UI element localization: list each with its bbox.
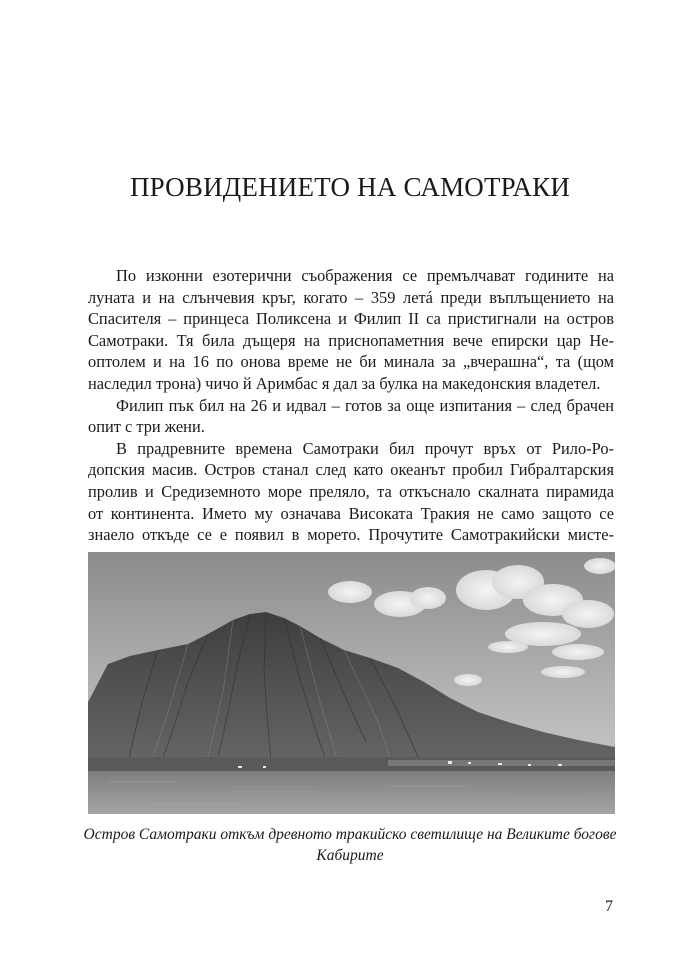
paragraph-1 [88, 265, 614, 287]
chapter-title: ПРОВИДЕНИЕТО НА САМОТРАКИ [129, 172, 571, 202]
text-line: В прадревните времена Самотраки бил прочут връх от Рило-Ро- [116, 438, 614, 458]
paragraph-3 [88, 438, 614, 460]
text-line: наследил трона) чичо й Аримбас я дал за булка на македонския владетел. [88, 373, 601, 393]
text-line: допския масив. Остров станал след като океанът пробил Гибралтарския [88, 460, 614, 480]
caption-line-1: Остров Самотраки откъм древното тракийско светилище на Великите богове [83, 826, 617, 843]
mountain-island-photo [88, 552, 615, 814]
paragraph-2 [88, 395, 614, 417]
text-line: знаело откъде се е появил в морето. Прочутите Самотракийски мисте- [88, 525, 614, 545]
text-line: пролив и Средиземното море преляло, та откъснало скалната пирамида [88, 481, 614, 501]
text-line: оптолем и на 16 по онова време не би минала за „вчерашна“, та (щом [88, 352, 614, 372]
photo-caption [60, 824, 640, 866]
text-line: луната и на слънчевия кръг, когато – 359 летá преди въплъщението на [88, 287, 614, 307]
text-line: Филип пък бил на 26 и идвал – готов за още изпитания – след брачен [116, 395, 614, 415]
text-line: Спасителя – принцеса Поликсена и Филип II са пристигнали на остров [88, 309, 614, 329]
caption-line-2: Кабирите [316, 847, 384, 864]
text-line: Самотраки. Тя била дъщеря на приснопаметния вече епирски цар Не- [88, 330, 614, 350]
body-text [88, 265, 614, 546]
page-number: 7 [605, 898, 613, 915]
text-line: от континента. Името му означава Високата Тракия не само защото се [88, 503, 614, 523]
text-line: опит с три жени. [88, 417, 205, 437]
text-line: По изконни езотерични съображения се премълчават годините на [116, 266, 614, 285]
photo-illustration [88, 552, 615, 814]
